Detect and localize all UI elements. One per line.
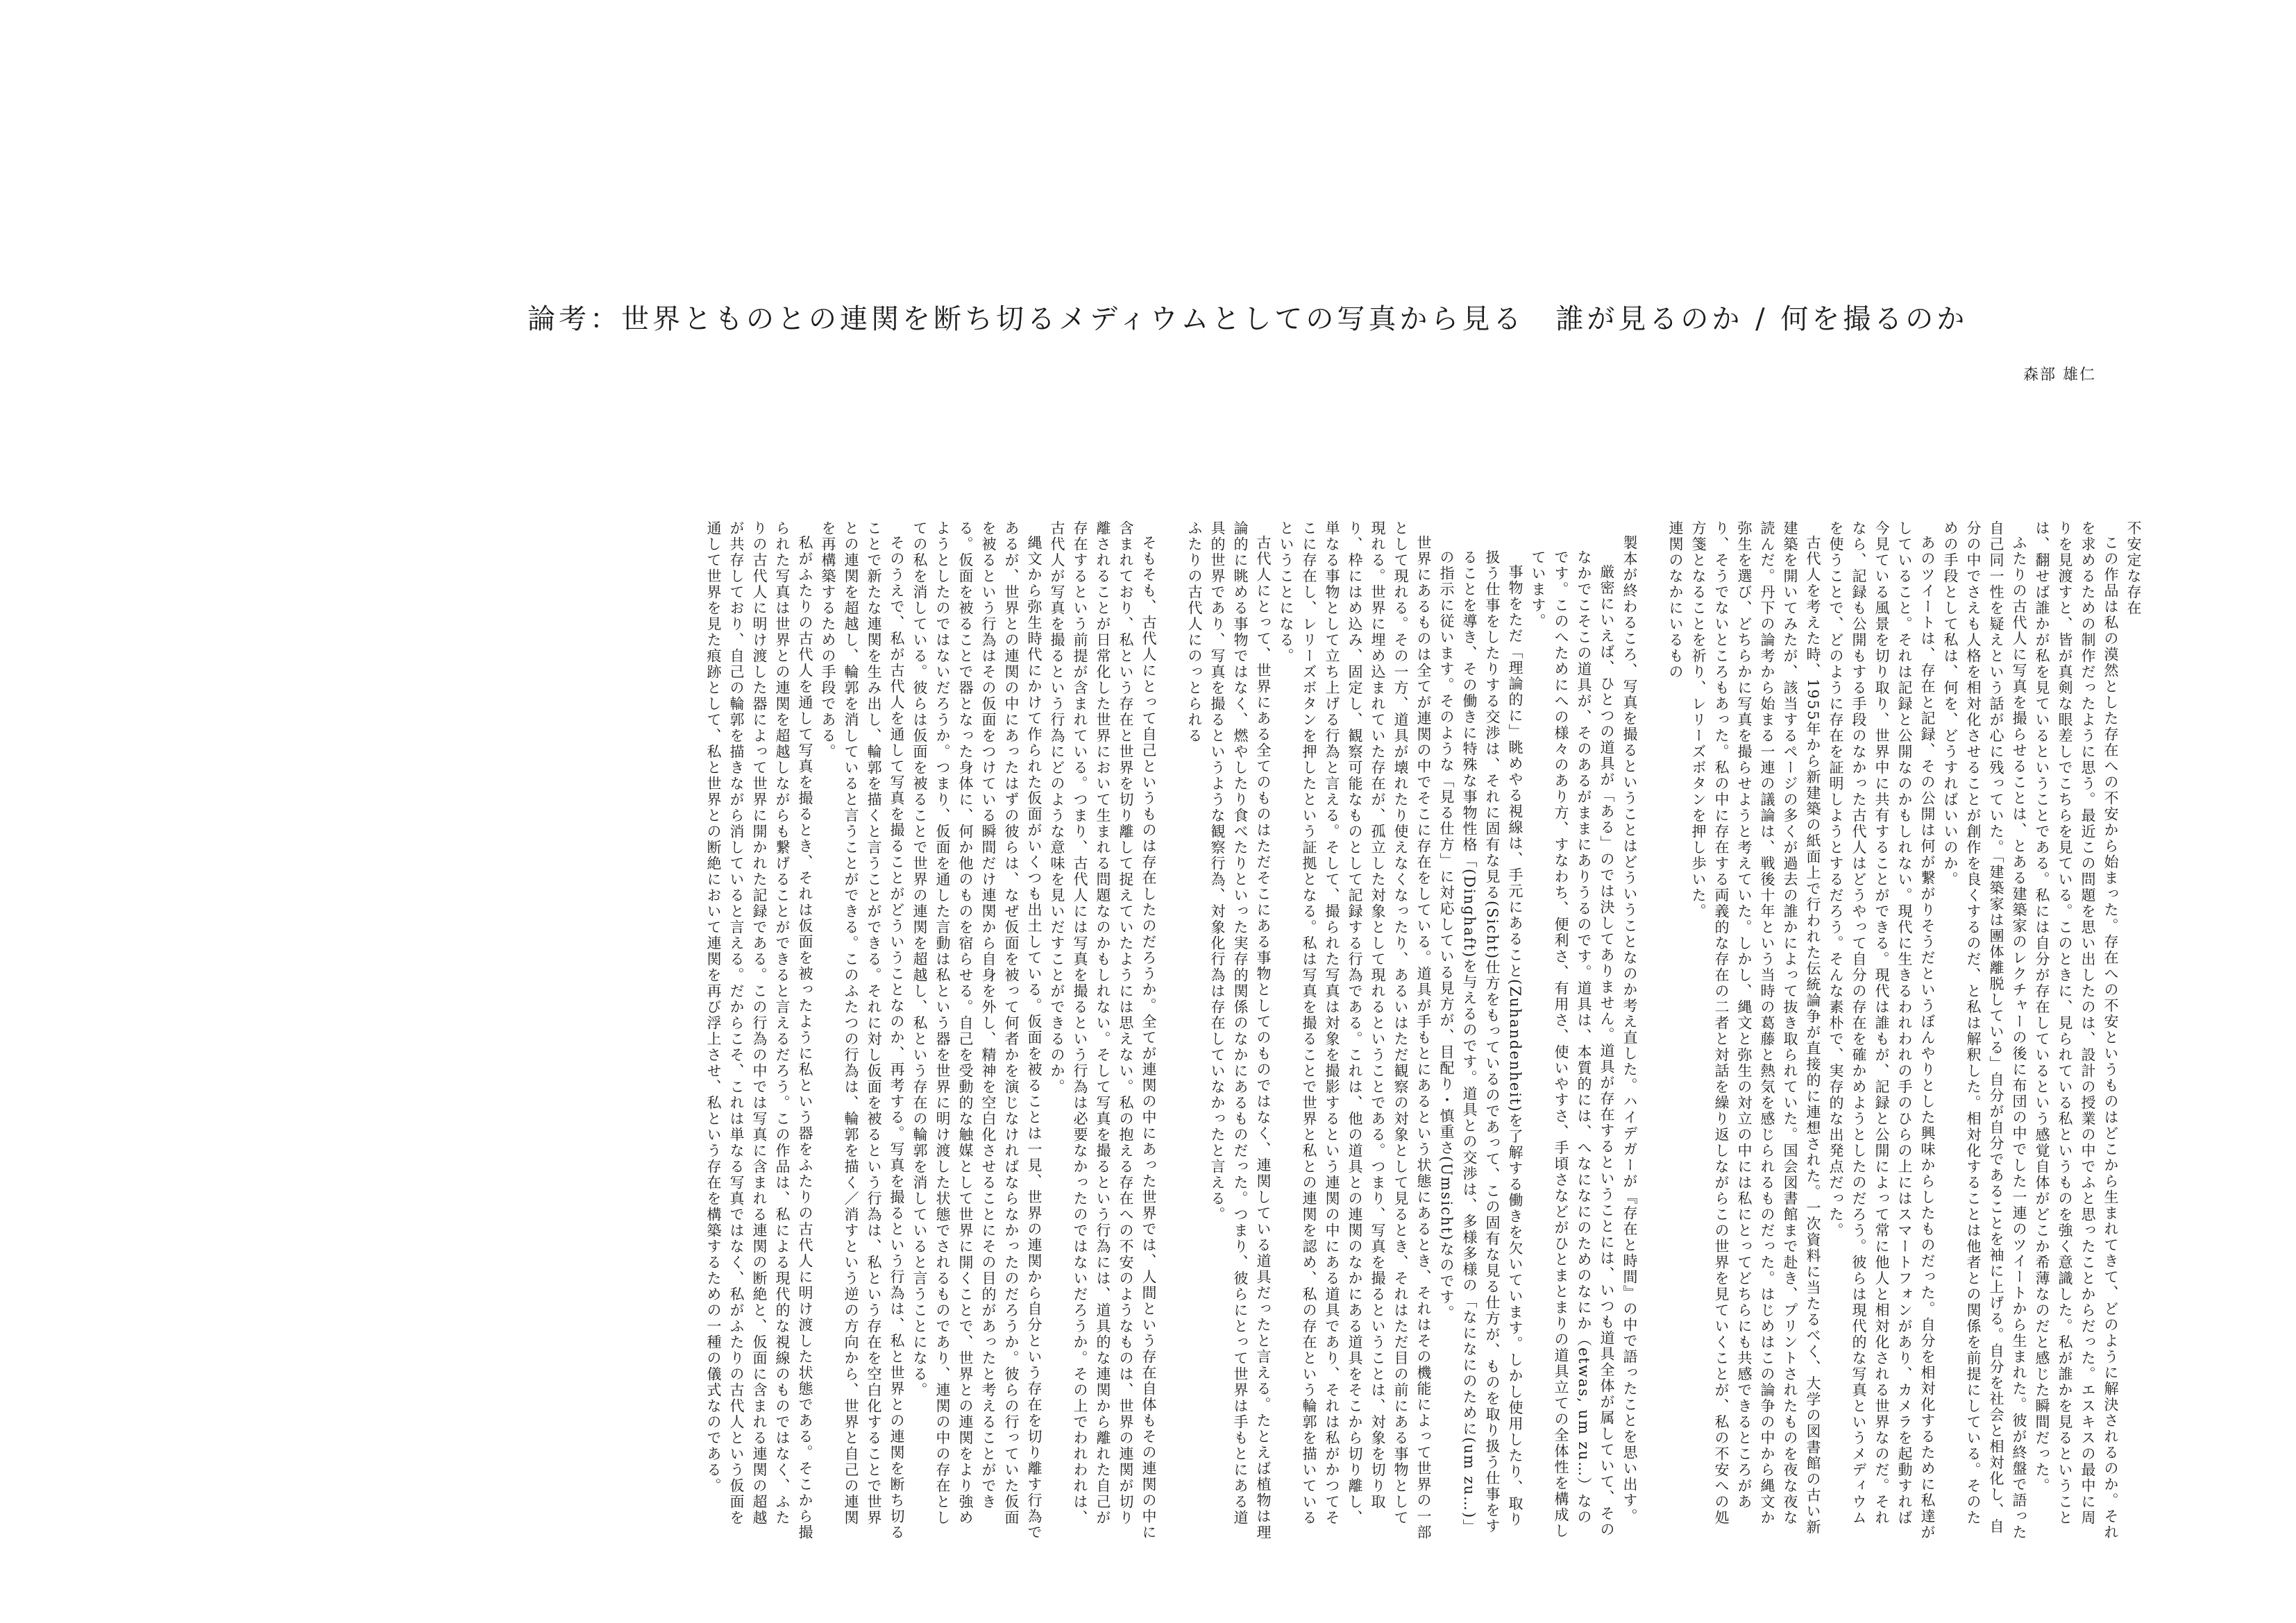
section-heading: ふたりの古代人にのっとられる: [1186, 520, 1203, 744]
body-paragraph: そのうえで、私が古代人を通して写真を撮ることがどういうことなのか、再考する。写真を撮るという行為は、私と世界との連関を断ち切ることで新たな連関を生み出し、輪郭を描くと言うことができる。それに対し仮面を被るという行為は、私という存在を空白化することで世界との連関を超越し、輪郭を消していると言うことができる。このふたつの行為は、輪郭を描く／消すという逆の方向から、世界と自己の連関を再構築するための手段である。: [820, 520, 905, 1540]
author-name: 森部 雄仁: [2023, 366, 2096, 384]
body-paragraph: そもそも、古代人にとって自己というものは存在したのだろうか。全てが連関の中にあった世界では、人間という存在自体もその連関の中に含まれており、私という存在と世界を切り離して捉えていたようには思えない。私の抱える存在への不安のようなものは、世界の連関が切り離されることが日常化した世界において生まれる問題なのかもしれない。そして写真を撮るという行為には、道具的な連関から離れた自己が存在するという前提が含まれている。つまり、古代人には写真を撮るという行為は必要なかったのではないだろうか。その上でわれわれは、古代人が写真を撮るという行為にどのような意味を見いだすことができるのか。: [1049, 520, 1157, 1540]
body-paragraph: 製本が終わるころ、写真を撮るということはどういうことなのか考え直した。ハイデガーが『存在と時間』の中で語ったことを思い出す。: [1621, 535, 1638, 1524]
body-paragraph: 古代人を考えた時、1955年から新建築の紙面上で行われた伝統論争が直接的に連想された。一次資料に当たるべく、大学の図書館の古い新建築を開いてみたが、該当するページの多くが過去の誰かによって抜き取られていた。国会図書館まで赴き、プリントされたものを夜な夜な読んだ。丹下の論考から始まる一連の議論は、戦後十年という当時の葛藤と熱気を感じられるものだった。はじめはこの論争の中から縄文か弥生を選び、どちらかに写真を撮らせようと考えていた。しかし、縄文と弥生の対立の中には私にとってどちらにも共感できるところがあり、そうでないところもあった。私の中に存在する両義的な存在の二者と対話を繰り返しながらこの世界を見ていくことが、私の不安への処方箋となることを祈り、レリーズボタンを押し歩いた。: [1690, 520, 1821, 1536]
section-heading: 連関のなかにいるもの: [1667, 520, 1684, 680]
body-paragraph: ふたりの古代人に写真を撮らせることは、とある建築家のレクチャーの後に布団の中でした一連のツイートから生まれた。彼が終盤で語った自己同一性を疑えという話が心に残っていた。「建築家は團体離脱している」自分が自分であることを袖に上げる。自分を社会と相対化し、自分の中でさえも人格を相対化させることが創作を良くするのだ、と私は解釈した。相対化することは他者との関係を前提にしている。そのための手段として私は、何を、どうすればいいのか。: [1942, 520, 2027, 1540]
body-paragraph: 世界にあるものは全てが連関の中でそこに存在をしている。道具が手もとにあるという状態にあるとき、それはその機能によって世界の一部として現れる。その一方、道具が壊れたり使えなくなったり、あるいはただ観察の対象として見るとき、それはただ目の前にある事物として現れる。世界に埋め込まれていた存在が、孤立した対象として現れるということである。つまり、写真を撮るということは、対象を切り取り、枠にはめ込み、固定し、観察可能なものとして記録する行為である。これは、他の道具との連関のなかにある道具をそこから切り離し、単なる事物として立ち上げる行為と言える。そして、撮られた写真は対象を撮影するという連関の中にある道具であり、それは私がかつてそこに存在し、レリーズボタンを押したという証拠となる。私は写真を撮ることで世界と私との連関を認め、私の存在という輪郭を描いているということになる。: [1278, 520, 1432, 1540]
body-paragraph: 古代人にとって、世界にある全てのものはただそこにある事物としてのものではなく、連関している道具だったと言える。たとえば植物は理論的に眺める事物ではなく、燃やしたり食べたりといった実存的関係のなかにあるものだった。つまり、彼らにとって世界は手もとにある道具的世界であり、写真を撮るというような観察行為、対象化行為は存在していなかったと言える。: [1209, 520, 1272, 1540]
article-title: 論考：世界とものとの連関を断ち切るメディウムとしての写真から見る 誰が見るのか / 何を撮るのか: [527, 303, 1968, 335]
quote-paragraph: 事物をただ「理論的に」眺めやる視線は、手元にあること(Zuhandenheit)を了解する働きを欠いています。しかし使用したり、取り扱う仕事をしたりする交渉は、それに固有な見る(Sicht)仕方をもっているのであって、この固有な見る仕方が、ものを取り扱う仕事をすることを導き、その働きに特殊な事物性格「(Dinghaft)を与えるのです。道具との交渉は、多様多様の「なになにのために(um zu…)」の指示に従います。そのような「見る仕方」に対応している見方が、目配り・慎重さ(Umsicht)なのです。: [1438, 550, 1523, 1536]
body-paragraph: 縄文から弥生時代にかけて作られた仮面がいくつも出土している。仮面を被ることは一見、世界の連関から自分という存在を切り離す行為であるが、世界との連関の中にあったはずの彼らは、なぜ仮面を被って何者かを演じなければならなかったのだろうか。彼らの行っていた仮面を被るという行為はその仮面をつけている瞬間だけ連関から自身を外し、精神を空白化させることにその目的があったと考えることができる。仮面を被ることで器となった身体に、何か他のものを宿らせる。自己を受動的な触媒として世界に開くことで、世界との連関をより強めようとしたのではないだろうか。つまり、仮面を通した言動は私という器を世界に明け渡した状態でされるものであり、連関の中の存在としての私を消している。彼らは仮面を被ることで世界の連関を超越し、私という存在の輪郭を消していると言うことになる。: [911, 520, 1043, 1540]
article-body: [146, 520, 2145, 1540]
quote-paragraph: 厳密にいえば、ひとつの道具が「ある」のでは決してありません。道具が存在するということには、いつも道具全体が属していて、そのなかでこそこの道具が、そのあるがままにありうるのです。道具は、本質的には、へなになにのためのなにか（etwas, um zu…）なのです。このへためにへの様々のあり方、すなわち、便利さ、有用さ、使いやすさ、手頃さなどがひとまとまりの道具立ての全体性を構成しています。: [1530, 550, 1615, 1539]
body-paragraph: 私がふたりの古代人を通して写真を撮るとき、それは仮面を被ったように私という器をふたりの古代人に明け渡した状態である。そこから撮られた写真は世界との連関を超越しながらも繋げることができると言えるだろう。この作品は、私による現代的な視線のものではなく、ふたりの古代人に明け渡した器によって世界に開かれた記録である。この行為の中では写真に含まれる連関の断絶と、仮面に含まれる連関の超越が共存しており、自己の輪郭を描きながら消していると言える。だからこそ、これは単なる写真ではなく、私がふたりの古代人という仮面を通して世界を見た痕跡として、私と世界との断絶において連関を再び浮上させ、私という存在を構築するための一種の儀式なのである。: [705, 520, 813, 1540]
body-paragraph: あのツイートは、存在と記録、その公開は何が繋がりそうだというぼんやりとした興味からしたものだった。自分を相対化するために私達がしていること。それは記録と公開なのかもしれない。現代に生きるわれわれの手のひらの上にはスマートフォンがあり、カメラを起動すれば今見ている風景を切り取り、世界中に共有することができる。現代は誰もが、記録と公開によって常に他人と相対化される世界なのだ。それなら、記録も公開もする手段のなかった古代人はどうやって自分の存在を確かめようとしたのだろう。彼らは現代的な写真というメディウムを使うことで、どのように存在を証明しようとするだろう。そんな素朴で、実存的な出発点だった。: [1827, 520, 1936, 1540]
body-paragraph: この作品は私の漠然とした存在への不安から始まった。存在への不安というものはどこから生まれてきて、どのように解決されるのか。それを求めるための制作だったように思う。最近この問題を思い出したのは、設計の授業の中でふと思ったことからだった。エスキスの最中に周りを見渡すと、皆が真剣な眼差しでこちらを見ている。このときに、見られている私というものを強く意識した。私が誰かを見るということは、翻せば誰かが私を見ているということである。私には自分が存在しているという感覚自体がどこか希薄なのだと感じた瞬間だった。: [2034, 520, 2119, 1540]
section-heading: 不安定な存在: [2125, 520, 2142, 616]
